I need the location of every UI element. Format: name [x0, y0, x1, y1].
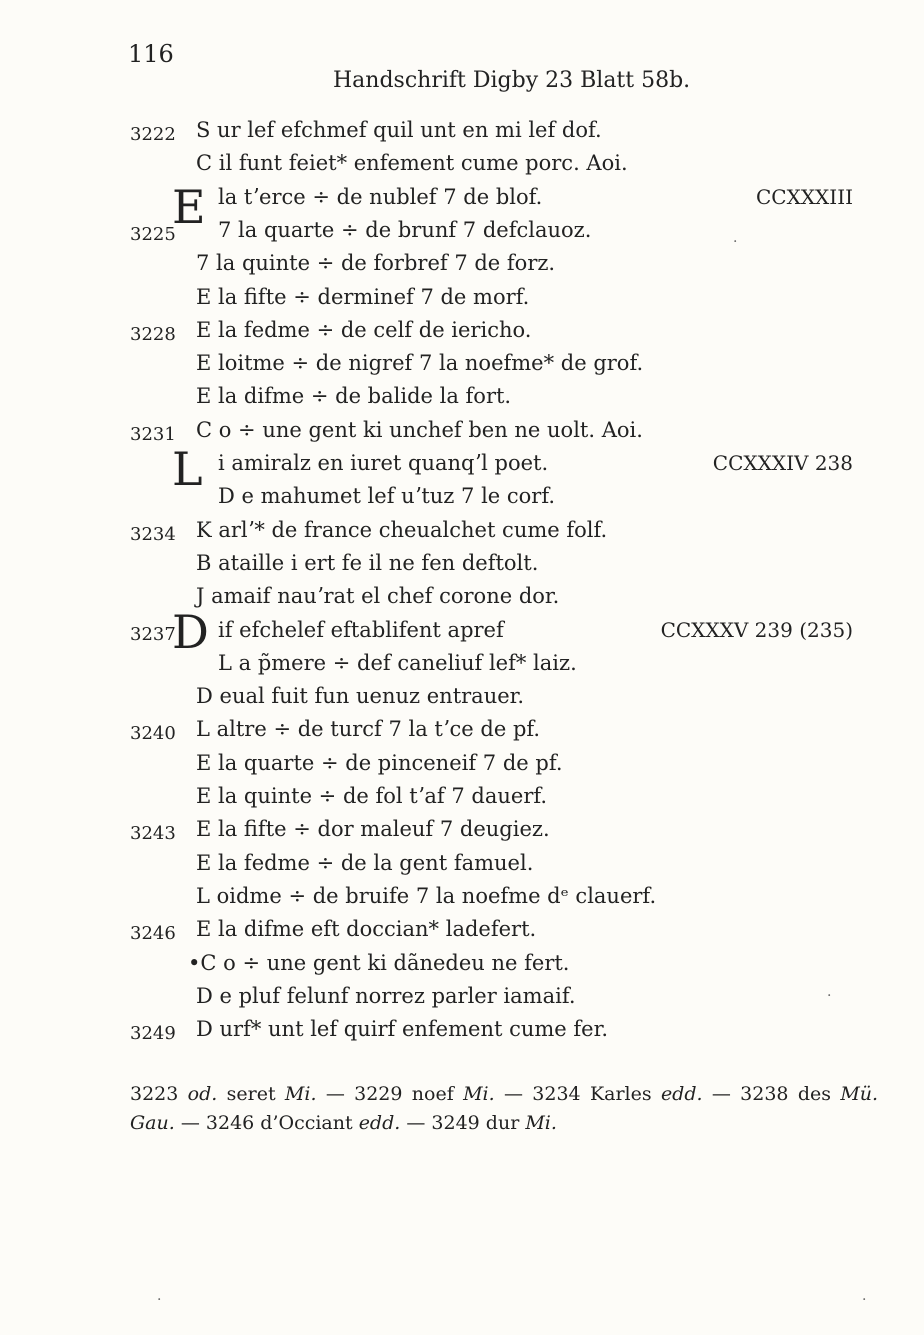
drop-cap: D: [172, 605, 209, 659]
verse-line: [0, 684, 900, 718]
running-head: Handschrift Digby 23 Blatt 58b.: [333, 68, 691, 93]
verse-line: [0, 384, 900, 418]
verse-text: E la fedme ÷ de celf de iericho.: [196, 317, 532, 342]
verse-text: D e mahumet lef uʼtuz 7 le corf.: [218, 484, 556, 509]
verse-text: 7 la quarte ÷ de brunf 7 defclauoz.: [218, 217, 592, 242]
footnote-source: Mü. Gau.: [130, 1083, 879, 1134]
drop-cap: E: [172, 180, 206, 234]
verse-text: E la fifte ÷ dor maleuf 7 deugiez.: [196, 817, 550, 842]
verse-text: L a p̃mere ÷ def caneliuf lef* laiz.: [218, 650, 577, 675]
footnote-separator: —: [325, 1083, 345, 1105]
verse-line: [0, 451, 900, 485]
verse-line: [0, 717, 900, 751]
verse-text: E loitme ÷ de nigref 7 la noefme* de grof.: [196, 351, 644, 376]
footnote-note: Karles: [589, 1083, 652, 1105]
stray-dot: ·: [827, 988, 832, 1004]
verse-text: •C o ÷ une gent ki dãnedeu ne fert.: [188, 950, 570, 975]
verse-text: E la quarte ÷ de pinceneif 7 de pf.: [196, 750, 563, 775]
verse-line: [0, 418, 900, 452]
verse-line: [0, 951, 900, 985]
verse-line: [0, 984, 900, 1018]
footnote-ref: 3246: [205, 1112, 255, 1134]
verse-text: K arlʼ* de france cheualchet cume folf.: [196, 517, 608, 542]
verse-text: E la difme ÷ de balide la fort.: [196, 384, 512, 409]
verse-text: D eual fuit fun uenuz entrauer.: [196, 684, 525, 709]
footnote-word: od.: [187, 1083, 218, 1105]
verse-text: J amaif nauʼrat el chef corone dor.: [196, 584, 560, 609]
footnote-source: Mi.: [525, 1112, 557, 1134]
footnote-note: dur: [485, 1112, 520, 1134]
line-number: 3231: [130, 423, 176, 445]
footnote-separator: —: [406, 1112, 426, 1134]
verse-line: [0, 618, 900, 652]
verse-text: L altre ÷ de turcf 7 la tʼce de pf.: [196, 717, 541, 742]
verse-text: i amiralz en iuret quanqʼl poet.: [218, 451, 549, 475]
footnote-note: seret: [226, 1083, 276, 1105]
stray-dot: ·: [862, 1292, 867, 1308]
verse-text: 7 la quinte ÷ de forbref 7 de forz.: [196, 251, 556, 276]
line-number: 3246: [130, 923, 176, 945]
footnote-source: Mi.: [463, 1083, 495, 1105]
footnote-ref: 3223: [130, 1083, 179, 1105]
verse-line: [0, 1017, 900, 1051]
footnote-ref: 3234: [532, 1083, 581, 1105]
verse-line: [0, 651, 900, 685]
footnotes: [130, 1080, 878, 1138]
footnote-ref: 3229: [354, 1083, 403, 1105]
laisse-number: CCXXXV 239 (235): [660, 617, 853, 642]
verse-line: [0, 151, 900, 185]
laisse-number: CCXXXIII: [755, 184, 853, 209]
footnote-note: noef: [411, 1083, 454, 1105]
verse-line: [0, 784, 900, 818]
verse-text: D urf* unt lef quirf enfement cume fer.: [196, 1017, 608, 1042]
footnote-ref: 3238: [740, 1083, 789, 1105]
verse-line: [0, 318, 900, 352]
verse-text: E la fedme ÷ de la gent famuel.: [196, 850, 534, 875]
verse-line: [0, 218, 900, 252]
verse-line: [0, 917, 900, 951]
verse-text: E la fifte ÷ derminef 7 de morf.: [196, 284, 530, 309]
line-number: 3228: [130, 323, 176, 345]
footnote-source: edd.: [358, 1112, 401, 1134]
verse-line: [0, 518, 900, 552]
verse-line: [0, 285, 900, 319]
line-number: 3240: [130, 723, 176, 745]
verse-line: [0, 185, 900, 219]
verse-line: [0, 751, 900, 785]
verse-text: S ur lef efchmef quil unt en mi lef dof.: [196, 118, 602, 142]
verse-text: D e pluf felunf norrez parler iamaif.: [196, 983, 576, 1008]
footnote-source: edd.: [660, 1083, 703, 1105]
line-number: 3237: [130, 623, 176, 645]
verse-line: [0, 251, 900, 285]
footnote-ref: 3249: [431, 1112, 480, 1134]
footnote-note: d’Occiant: [260, 1112, 353, 1134]
verse-text: L oidme ÷ de bruife 7 la noefme dᵉ clauerf.: [196, 883, 657, 908]
stray-dot: ·: [157, 1292, 162, 1308]
line-number: 3243: [130, 823, 176, 845]
verse-text: la tʼerce ÷ de nublef 7 de blof.: [218, 184, 543, 209]
verse-text: E la quinte ÷ de fol tʼaf 7 dauerf.: [196, 784, 548, 808]
line-number: 3225: [130, 223, 176, 245]
verse-line: [0, 118, 900, 152]
verse-line: [0, 851, 900, 885]
verse-text: C il funt feiet* enfement cume porc. Aoi.: [196, 151, 628, 176]
footnote-source: Mi.: [284, 1083, 317, 1105]
line-number: 3249: [130, 1023, 176, 1045]
verse-line: [0, 817, 900, 851]
verse-line: [0, 551, 900, 585]
verse-text: E la difme eft doccian* ladefert.: [196, 917, 537, 942]
verse-line: [0, 484, 900, 518]
verse-line: [0, 351, 900, 385]
verse-text: if efchelef eftablifent apref: [218, 617, 504, 642]
footnote-note: des: [797, 1083, 832, 1105]
verse-text: C o ÷ une gent ki unchef ben ne uolt. Aoi.: [196, 417, 643, 442]
stray-dot: ·: [733, 234, 738, 250]
laisse-number: CCXXXIV 238: [712, 451, 853, 475]
page-number: 116: [128, 40, 174, 68]
footnote-separator: —: [180, 1112, 200, 1134]
line-number: 3222: [130, 124, 176, 145]
drop-cap: L: [172, 442, 203, 496]
verse-text: B ataille i ert fe il ne fen deftolt.: [196, 550, 539, 575]
verse-line: [0, 884, 900, 918]
footnote-separator: —: [503, 1083, 523, 1105]
verse-line: [0, 584, 900, 618]
footnote-separator: —: [711, 1083, 731, 1105]
line-number: 3234: [130, 523, 176, 545]
